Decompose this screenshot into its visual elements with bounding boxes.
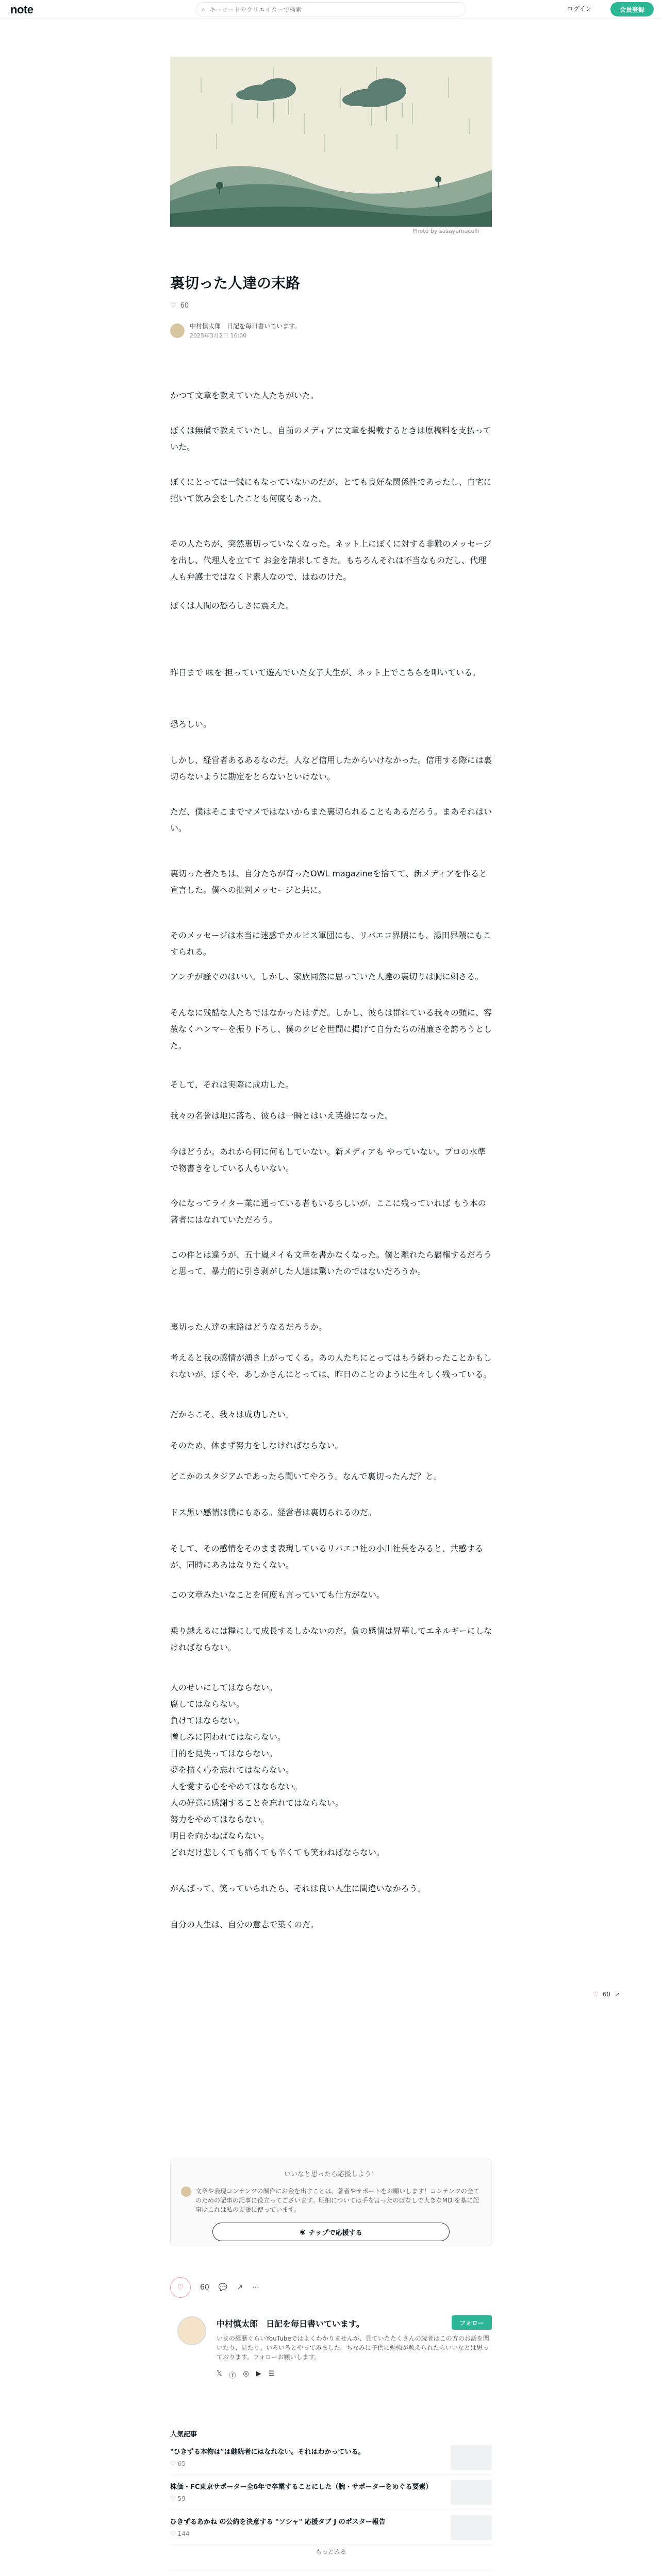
article-paragraph: だからこそ、我々は成功したい。 (170, 1410, 294, 1419)
youtube-icon[interactable]: ▶ (256, 2370, 261, 2378)
tip-icon: ◉ (300, 2228, 306, 2236)
popular-title[interactable]: ひきずるあかね の公約を決意する "ソシャ" 応援タブ J のポスター報告 (170, 2518, 386, 2526)
article-paragraph: この文章みたいなことを何度も言っていても仕方がない。 (170, 1590, 385, 1600)
popular-thumbnail[interactable] (451, 2515, 492, 2540)
rss-icon[interactable]: ☰ (268, 2370, 275, 2378)
article-paragraph: ドス黒い感情は僕にもある。経営者は裏切られるのだ。 (170, 1507, 376, 1517)
heart-icon: ♡ (593, 1991, 599, 1998)
like-count: 60 (180, 302, 189, 310)
article-paragraph: ぼくは人間の恐ろしさに震えた。 (170, 601, 294, 611)
tip-button[interactable] (212, 2223, 450, 2241)
article-paragraph: ぼくにとっては一銭にもなっていないのだが、とても良好な関係性であったし、自宅に招いて飲み会をしたことも何度もあった。 (170, 477, 492, 503)
search-box[interactable] (196, 2, 466, 16)
support-description (181, 2187, 481, 2214)
login-link[interactable]: ログイン (567, 5, 592, 12)
article-actions (170, 2277, 259, 2298)
article-paragraph: アンチが騒ぐのはいい。しかし、家族同然に思っていた人達の裏切りは胸に刺さる。 (170, 972, 484, 981)
article-paragraph: 今になってライター業に通っている者もいるらしいが、ここに残っていれば もう本の著者にはなれていただろう。 (170, 1198, 486, 1225)
popular-heading: 人気記事 (170, 2431, 197, 2438)
support-heading: いいなと思ったら応援しよう！ (284, 2171, 378, 2178)
article-paragraph: 昨日まで 味を 担っていて遊んでいた女子大生が、ネット上でこちらを叩いている。 (170, 668, 481, 677)
like-summary (170, 302, 492, 310)
note-logo[interactable]: note (10, 3, 34, 16)
instagram-icon[interactable]: ◎ (243, 2370, 249, 2378)
article-paragraph: そのメッセージは本当に迷惑でカルピス軍団にも、リバエコ界隈にも、湯田界隈にもこすられる。 (170, 930, 491, 957)
popular-item[interactable] (170, 2512, 492, 2545)
like-button[interactable] (170, 2277, 191, 2298)
signup-button[interactable]: 会員登録 (610, 2, 654, 16)
popular-thumbnail[interactable] (451, 2445, 492, 2470)
support-text: 文章や表現コンテンツの制作にお金を出すことは、著者やサポートをお願いします！コンテンツの全てのための記事の記事に役立ってございます。明細については手を言ったのばなしで大きなMD を基に記事はこれは私の支援に使っています。 (195, 2188, 479, 2213)
article-paragraph: 考えると我の感情が湧き上がってくる。あの人たちにとってはもう終わったことかもしれないが、ぼくや、あしかさんにとっては、昨日のことのように生々しく残っている。 (170, 1353, 492, 1379)
article-title: 裏切った人達の末路 (170, 275, 301, 292)
article-paragraph: この件とは違うが、五十嵐メイも文章を書かなくなった。僕と離れたら覇権するだろうと思って、暴力的に引き剥がした人達は驚いたのではないだろうか。 (170, 1250, 492, 1276)
article-paragraph: どこかのスタジアムであったら聞いてやろう。なんで裏切ったんだ？と。 (170, 1471, 442, 1481)
article-paragraph: 自分の人生は、自分の意志で築くのだ。 (170, 1920, 319, 1929)
popular-title[interactable]: "ひきずる本物は"は継続者にはなれない。それはわかっている。 (170, 2448, 365, 2456)
author-avatar[interactable] (170, 324, 185, 338)
author-byline[interactable] (170, 321, 492, 340)
rain-landscape-illustration (170, 57, 492, 227)
popular-likes: ♡ 144 (170, 2530, 190, 2537)
profile-bio: いまの経歴ぐらいYouTubeではよくわかりませんが、見ていたたくさんの読者はこの方のお話を聞いたり、見たり。いろいろとやってみました。ちなみに子供に勉強が教えられたらいいなとは思っております。フォローお願いします。 (217, 2335, 489, 2361)
tip-button-label: チップで応援する (308, 2229, 362, 2237)
popular-likes: ♡ 65 (170, 2460, 186, 2467)
popular-likes: ♡ 59 (170, 2495, 186, 2502)
photo-credit: Photo by sasayamacolli (412, 228, 479, 234)
search-icon: ⌕ (202, 5, 205, 13)
more-link[interactable]: もっとみる (315, 2548, 346, 2555)
article-paragraph: 裏切った人達の末路はどうなるだろうか。 (170, 1322, 327, 1332)
article-paragraph: ぼくは無償で教えていたし、自前のメディアに文章を掲載するときは原稿料を支払っていた。 (170, 426, 491, 452)
follow-button[interactable]: フォロー (452, 2315, 492, 2330)
support-box (170, 2159, 492, 2246)
more-icon[interactable]: ⋯ (252, 2283, 259, 2292)
share-icon[interactable]: ↗ (615, 1991, 620, 1998)
author-avatar-small (181, 2187, 191, 2197)
article-paragraph: がんばって、笑っていられたら、それは良い人生に間違いなかろう。 (170, 1884, 426, 1893)
popular-item[interactable] (170, 2477, 492, 2510)
article-paragraph: 恐ろしい。 (170, 719, 212, 729)
search-placeholder: キーワードやクリエイターで検索 (209, 6, 302, 13)
popular-item[interactable] (170, 2442, 492, 2475)
heart-icon[interactable]: ♡ (170, 302, 176, 310)
popular-title[interactable]: 株価・FC東京サポーター全6年で卒業することにした（腕・サポーターをめぐる要素） (170, 2483, 433, 2491)
article-paragraph: 人のせいにしてはならない。 腐してはならない。 負けてはならない。 憎しみに囚われてはならない。 目的を見失ってはならない。 夢を描く心を忘れてはならない。 人を愛する心をやめてはならない。 人の好意に感謝することを忘れてはならない。 努力をやめてはならない。 明日を向かねばならない。 どれだけ悲しくても痛くても辛くても笑わねばならない。 (170, 1683, 385, 1857)
floating-like[interactable] (593, 1991, 620, 1998)
article-paragraph: しかし、経営者あるあるなのだ。人など信用したからいけなかった。信用する際には裏切らないように勘定をとらないといけない。 (170, 755, 492, 782)
x-icon[interactable]: 𝕏 (217, 2370, 222, 2378)
article-paragraph: その人たちが、突然裏切っていなくなった。ネット上にぼくに対する非難のメッセージを出し、代理人を立てて お金を請求してきた。もちろんそれは不当なものだし、代理人も弁護士ではなくド素人なので、はねのけた。 (170, 539, 492, 582)
like-count: 60 (200, 2283, 209, 2292)
publish-date: 2025年3月2日 16:00 (190, 332, 247, 339)
popular-thumbnail[interactable] (451, 2480, 492, 2505)
article-paragraph: 今はどうか。あれから何に何もしていない。新メディアも やっていない。プロの水準で物書きをしている人もいない。 (170, 1147, 486, 1173)
article-paragraph: そして、それは実際に成功した。 (170, 1080, 294, 1090)
article-paragraph: そんなに残酷な人たちではなかったはずだ。しかし、彼らは群れている我々の頭に、容赦なくハンマーを振り下ろし、僕のクビを世間に掲げて自分たちの清廉さを誇ろうとした。 (170, 1008, 492, 1050)
comment-icon[interactable]: 💬 (218, 2283, 228, 2292)
profile-name[interactable]: 中村慎太郎 日記を毎日書いています。 (217, 2319, 365, 2329)
article-paragraph: 乗り越えるには糧にして成長するしかないのだ。負の感情は昇華してエネルギーにしなければならない。 (170, 1626, 492, 1652)
article-paragraph: 裏切った者たちは、自分たちが育ったOWL magazineを捨てて、新メディアを作ると宣言した。僕への批判メッセージと共に。 (170, 869, 487, 895)
top-navbar (0, 0, 662, 19)
article-paragraph: そのため、休まず努力をしなければならない。 (170, 1440, 343, 1450)
author-name[interactable]: 中村慎太郎 日記を毎日書いています。 (190, 323, 301, 330)
social-links (217, 2370, 275, 2380)
share-icon[interactable]: ↗ (237, 2283, 243, 2292)
heart-icon: ♡ (177, 2283, 184, 2292)
article-paragraph: ただ、僕はそこまでマメではないからまた裏切られることもあるだろう。まあそれはいい。 (170, 807, 492, 833)
article-paragraph: かつて文章を教えていた人たちがいた。 (170, 391, 319, 400)
profile-avatar[interactable] (177, 2316, 206, 2345)
facebook-icon[interactable]: ⓕ (229, 2372, 236, 2380)
floating-like-count: 60 (602, 1991, 611, 1998)
article-paragraph: 我々の名誉は地に落ち、彼らは一瞬とはいえ英雄になった。 (170, 1111, 393, 1121)
prev-next-nav (170, 2571, 492, 2576)
hero-image (170, 57, 492, 227)
article-paragraph: そして、その感情をそのまま表現しているリバエコ社の小川社長をみると、共感するが、同時にああはなりたくない。 (170, 1544, 484, 1570)
